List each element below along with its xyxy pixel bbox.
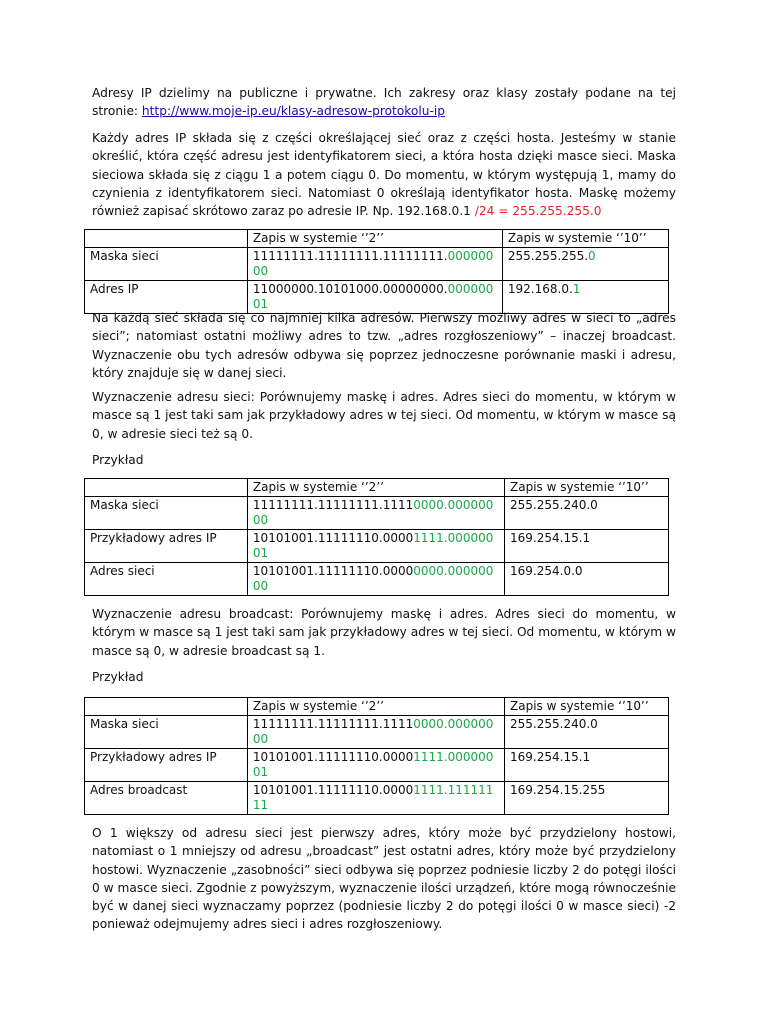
table-network-address <box>84 478 669 596</box>
table-header-row <box>85 698 669 716</box>
header-cell-empty <box>85 698 248 716</box>
binary-value: 11000000.10101000.00000000.00000001 <box>247 280 502 313</box>
network-paragraph: Na każdą sieć składa się co najmniej kilka adresów. Pierwszy możliwy adres w sieci to „adres sieci”; natomiast ostatni możliwy adres to tzw. „adres rozgłoszeniowy” – inaczej broadcast. Wyznaczenie obu tych adresów odbywa się poprzez jednoczesne porównanie maski i adresu, który znajduje się w danej sieci. <box>92 311 676 380</box>
table-row <box>85 496 669 529</box>
row-label: Adres sieci <box>85 562 248 595</box>
table-header-row <box>85 230 669 248</box>
table-row <box>85 562 669 595</box>
header-cell-binary: Zapis w systemie ‘’2’’ <box>247 479 504 497</box>
example-label: Przykład <box>92 670 144 684</box>
header-cell-binary: Zapis w systemie ‘’2’’ <box>247 230 502 248</box>
header-cell-binary: Zapis w systemie ‘’2’’ <box>247 698 504 716</box>
decimal-value: 255.255.240.0 <box>505 496 669 529</box>
intro-paragraph <box>92 84 676 121</box>
header-cell-decimal: Zapis w systemie ‘’10’’ <box>505 479 669 497</box>
mask-example-red: /24 = 255.255.255.0 <box>470 204 602 219</box>
intro-text: Adresy IP dzielimy na publiczne i prywatne. Ich zakresy oraz klasy zostały podane na tej stronie: <box>92 86 676 119</box>
binary-value: 11111111.11111111.11110000.00000000 <box>247 715 504 748</box>
binary-value: 11111111.11111111.11110000.00000000 <box>247 496 504 529</box>
row-label: Maska sieci <box>85 715 248 748</box>
header-cell-decimal: Zapis w systemie ‘’10’’ <box>505 698 669 716</box>
mask-paragraph <box>92 129 676 220</box>
row-label: Maska sieci <box>85 496 248 529</box>
binary-value: 10101001.11111110.00001111.11111111 <box>247 781 504 814</box>
table-mask-ip <box>84 229 669 314</box>
table-row <box>85 748 669 781</box>
row-label: Adres broadcast <box>85 781 248 814</box>
mask-paragraph-text: Każdy adres IP składa się z części określającej sieć oraz z części hosta. Jesteśmy w stanie określić, która część adresu jest identyfikatorem sieci, a która hosta dzięki masce sieci. Maska sieciowa składa się z ciągu 1 a potem ciągu 0. Do momentu, w którym występują 1, mamy do czynienia z identyfikatorem sieci. Natomiast 0 określają identyfikator hosta. Maskę możemy również zapisać skrótowo zaraz po adresie IP. Np. 192.168.0.1 <box>92 131 676 219</box>
decimal-value: 255.255.255.0 <box>502 247 668 280</box>
decimal-value: 255.255.240.0 <box>505 715 669 748</box>
header-cell-decimal: Zapis w systemie ‘’10’’ <box>502 230 668 248</box>
row-label: Przykładowy adres IP <box>85 529 248 562</box>
table-row <box>85 781 669 814</box>
binary-value: 10101001.11111110.00000000.00000000 <box>247 562 504 595</box>
classes-link[interactable]: http://www.moje-ip.eu/klasy-adresow-protokolu-ip <box>141 104 446 119</box>
table-header-row <box>85 479 669 497</box>
row-label: Przykładowy adres IP <box>85 748 248 781</box>
broadcast-paragraph: Wyznaczenie adresu broadcast: Porównujemy maskę i adres. Adres sieci do momentu, w którym w masce są 1 jest taki sam jak przykładowy adres w tej sieci. Od momentu, w którym w masce są 0, w adresie broadcast są 1. <box>92 607 676 658</box>
table-row <box>85 715 669 748</box>
network-address-paragraph: Wyznaczenie adresu sieci: Porównujemy maskę i adres. Adres sieci do momentu, w którym w masce są 1 jest taki sam jak przykładowy adres w tej sieci. Od momentu, w którym w masce są 0, w adresie sieci też są 0. <box>92 390 676 441</box>
decimal-value: 169.254.15.1 <box>505 748 669 781</box>
header-cell-empty <box>85 479 248 497</box>
decimal-value: 169.254.15.255 <box>505 781 669 814</box>
table-row <box>85 247 669 280</box>
decimal-value: 192.168.0.1 <box>502 280 668 313</box>
binary-value: 11111111.11111111.11111111.00000000 <box>247 247 502 280</box>
final-paragraph: O 1 większy od adresu sieci jest pierwszy adres, który może być przydzielony hostowi, natomiast o 1 mniejszy od adresu „broadcast” jest ostatni adres, który może być przydzielony hostowi. Wyznaczenie „zasobności” sieci odbywa się poprzez podniesie liczby 2 do potęgi ilości 0 w masce sieci. Zgodnie z powyższym, wyznaczenie ilości urządzeń, które mogą równocześnie być w danej sieci wyznaczamy poprzez (podniesie liczby 2 do potęgi ilości 0 w masce sieci) -2 ponieważ odejmujemy adres sieci i adres rozgłoszeniowy. <box>92 826 676 932</box>
table-row <box>85 529 669 562</box>
header-cell-empty <box>85 230 248 248</box>
row-label: Maska sieci <box>85 247 248 280</box>
row-label: Adres IP <box>85 280 248 313</box>
decimal-value: 169.254.15.1 <box>505 529 669 562</box>
binary-value: 10101001.11111110.00001111.00000001 <box>247 748 504 781</box>
example-label: Przykład <box>92 453 144 467</box>
binary-value: 10101001.11111110.00001111.00000001 <box>247 529 504 562</box>
table-broadcast-address <box>84 697 669 815</box>
decimal-value: 169.254.0.0 <box>505 562 669 595</box>
